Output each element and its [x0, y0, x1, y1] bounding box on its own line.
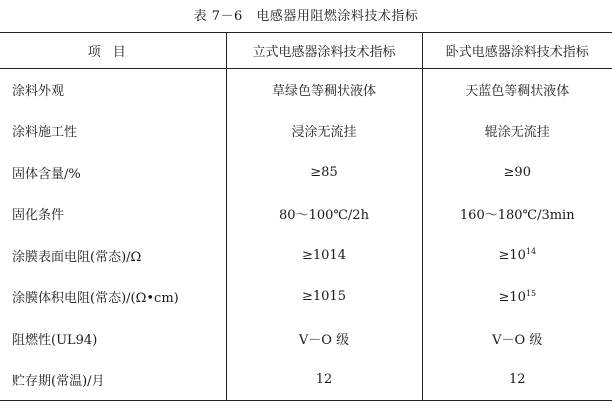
- spec-table: [0, 32, 612, 401]
- horizontal-value-exponent: 15: [525, 288, 537, 298]
- table-row: [0, 235, 612, 277]
- horizontal-value: 160～180℃/3min: [422, 193, 612, 235]
- table-row: [0, 318, 612, 360]
- vertical-value: ≥1015: [226, 276, 422, 318]
- horizontal-value: V－O 级: [422, 318, 612, 360]
- row-item-label: 涂料外观: [12, 84, 65, 99]
- horizontal-value: ≥90: [422, 152, 612, 194]
- horizontal-value-base: ≥10: [498, 289, 526, 305]
- row-item-label: 固体含量/%: [12, 166, 81, 182]
- vertical-value: 80～100℃/2h: [226, 193, 422, 235]
- header-vertical-inductor: 立式电感器涂料技术指标: [226, 33, 422, 69]
- table-caption: 表 7－6 电感器用阻燃涂料技术指标: [193, 9, 419, 24]
- header-horizontal-inductor: 卧式电感器涂料技术指标: [422, 33, 612, 69]
- table-row: [0, 110, 612, 152]
- vertical-value: 浸涂无流挂: [226, 110, 422, 152]
- vertical-value: V－O 级: [226, 318, 422, 360]
- horizontal-value-exponent: 14: [525, 247, 537, 257]
- horizontal-value: 12: [422, 359, 612, 401]
- vertical-value: ≥1014: [226, 235, 422, 277]
- header-item: 项目: [87, 45, 138, 60]
- row-item-label: 贮存期(常温)/月: [12, 374, 105, 389]
- horizontal-value: [422, 276, 612, 318]
- horizontal-value: 天蓝色等稠状液体: [422, 69, 612, 111]
- row-item-label: 涂膜表面电阻(常态)/Ω: [12, 249, 142, 265]
- table-row: [0, 193, 612, 235]
- row-item-label: 涂料施工性: [12, 125, 78, 141]
- vertical-value: 12: [226, 359, 422, 401]
- vertical-value: 草绿色等稠状液体: [226, 69, 422, 111]
- table-row: [0, 359, 612, 401]
- row-item-label: 固化条件: [12, 208, 65, 224]
- vertical-value: ≥85: [226, 152, 422, 194]
- row-item-label: 涂膜体积电阻(常态)/(Ω•cm): [12, 291, 179, 307]
- table-row: [0, 152, 612, 194]
- horizontal-value-base: ≥10: [498, 248, 526, 264]
- table-header-row: [0, 33, 612, 69]
- horizontal-value: [422, 235, 612, 277]
- table-row: [0, 69, 612, 111]
- row-item-label: 阻燃性(UL94): [12, 332, 98, 348]
- table-row: [0, 276, 612, 318]
- horizontal-value: 辊涂无流挂: [422, 110, 612, 152]
